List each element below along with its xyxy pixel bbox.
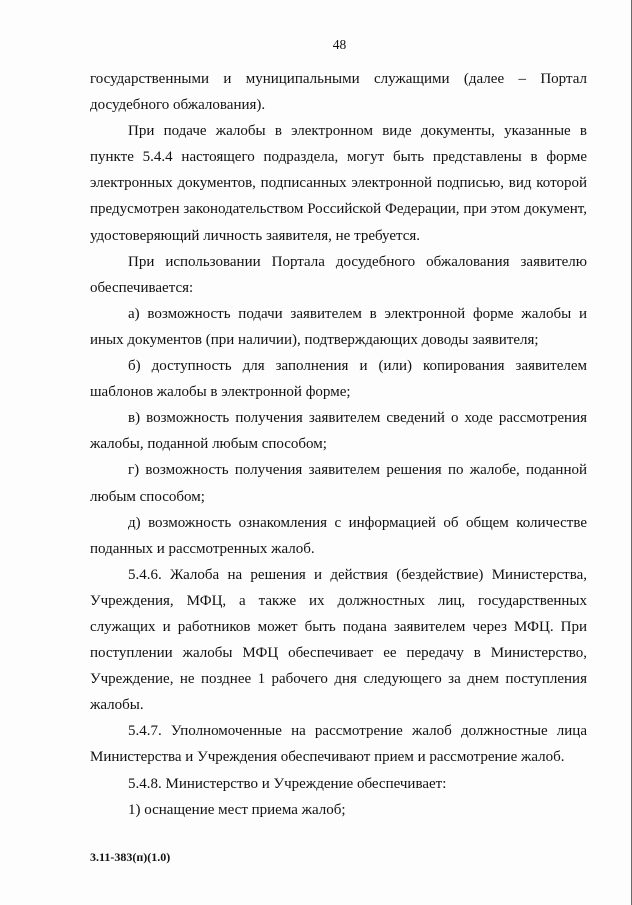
- document-body: [90, 66, 587, 823]
- list-item-v: в) возможность получения заявителем сведений о ходе рассмотрения жалобы, поданной любым способом;: [90, 410, 587, 453]
- paragraph-portal-provides: При использовании Портала досудебного обжалования заявителю обеспечивается:: [90, 253, 587, 296]
- footer-document-code: 3.11-383(п)(1.0): [90, 850, 171, 864]
- list-item-g: г) возможность получения заявителем решения по жалобе, поданной любым способом;: [90, 462, 587, 505]
- list-item-d: д) возможность ознакомления с информацией об общем количестве поданных и рассмотренных жалоб.: [90, 514, 587, 557]
- paragraph-5-4-7: 5.4.7. Уполномоченные на рассмотрение жалоб должностные лица Министерства и Учреждения обеспечивают прием и рассмотрение жалоб.: [90, 723, 587, 766]
- paragraph-5-4-8: 5.4.8. Министерство и Учреждение обеспечивает:: [128, 775, 447, 792]
- list-item-1: 1) оснащение мест приема жалоб;: [128, 801, 346, 818]
- paragraph-electronic-submission: При подаче жалобы в электронном виде документы, указанные в пункте 5.4.4 настоящего подраздела, могут быть представлены в форме электронных документов, подписанных электронной подписью, вид которой предусмотрен законодательством Российской Федерации, при этом документ, удостоверяющий личность заявителя, не требуется.: [90, 123, 587, 244]
- paragraph-5-4-6: 5.4.6. Жалоба на решения и действия (бездействие) Министерства, Учреждения, МФЦ, а также их должностных лиц, государственных служащих и работников может быть подана заявителем через МФЦ. При поступлении жалобы МФЦ обеспечивает ее передачу в Министерство, Учреждение, не позднее 1 рабочего дня следующего за днем поступления жалобы.: [90, 566, 587, 714]
- paragraph-continuation: государственными и муниципальными служащими (далее – Портал досудебного обжалования).: [90, 71, 587, 114]
- page-number: 48: [332, 37, 347, 52]
- list-item-b: б) доступность для заполнения и (или) копирования заявителем шаблонов жалобы в электронной форме;: [90, 358, 587, 401]
- list-item-a: а) возможность подачи заявителем в электронной форме жалобы и иных документов (при наличии), подтверждающих доводы заявителя;: [90, 305, 587, 348]
